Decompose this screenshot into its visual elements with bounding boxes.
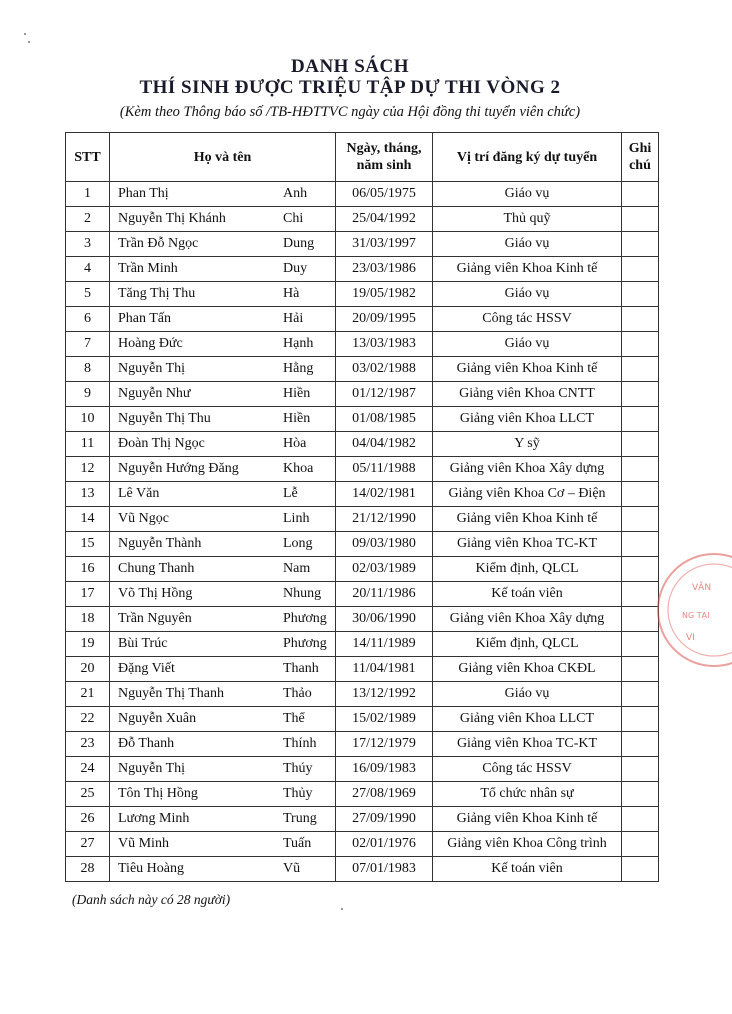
name-wrap	[118, 757, 331, 781]
cell-stt: 27	[66, 832, 110, 857]
cell-position: Giảng viên Khoa CNTT	[433, 382, 622, 407]
cell-note	[622, 232, 659, 257]
cell-name	[110, 407, 336, 432]
cell-note	[622, 807, 659, 832]
header-stt: STT	[66, 133, 110, 182]
cell-dob: 09/03/1980	[336, 532, 433, 557]
cell-dob: 06/05/1975	[336, 182, 433, 207]
name-wrap	[118, 232, 331, 256]
cell-position: Giảng viên Khoa Kinh tế	[433, 507, 622, 532]
name-wrap	[118, 207, 331, 231]
cell-dob: 25/04/1992	[336, 207, 433, 232]
cell-name	[110, 807, 336, 832]
table-row	[66, 832, 659, 857]
last-name: Đoàn Thị Ngọc	[118, 436, 205, 451]
first-name: Long	[283, 536, 313, 551]
cell-name	[110, 607, 336, 632]
cell-stt: 15	[66, 532, 110, 557]
cell-stt: 22	[66, 707, 110, 732]
cell-name	[110, 357, 336, 382]
svg-text:NG TẠI: NG TẠI	[682, 611, 710, 620]
cell-dob: 01/12/1987	[336, 382, 433, 407]
cell-note	[622, 307, 659, 332]
cell-position: Công tác HSSV	[433, 307, 622, 332]
table-row	[66, 707, 659, 732]
cell-position: Giảng viên Khoa Công trình	[433, 832, 622, 857]
table-row	[66, 557, 659, 582]
cell-position: Giảng viên Khoa Xây dựng	[433, 457, 622, 482]
table-row	[66, 232, 659, 257]
first-name: Phương	[283, 611, 327, 626]
name-wrap	[118, 732, 331, 756]
last-name: Lương Minh	[118, 811, 190, 826]
last-name: Nguyễn Thị	[118, 761, 186, 776]
name-wrap	[118, 257, 331, 281]
cell-dob: 02/03/1989	[336, 557, 433, 582]
cell-name	[110, 282, 336, 307]
first-name: Hằng	[283, 361, 314, 376]
cell-position: Giảng viên Khoa Kinh tế	[433, 807, 622, 832]
cell-dob: 27/09/1990	[336, 807, 433, 832]
cell-name	[110, 382, 336, 407]
name-wrap	[118, 682, 331, 706]
name-wrap	[118, 857, 331, 881]
first-name: Thúy	[283, 761, 313, 776]
cell-note	[622, 682, 659, 707]
cell-note	[622, 857, 659, 882]
cell-name	[110, 632, 336, 657]
last-name: Nguyễn Thị	[118, 361, 186, 376]
name-wrap	[118, 782, 331, 806]
last-name: Phan Tấn	[118, 311, 172, 326]
svg-text:VĂN: VĂN	[692, 583, 712, 593]
cell-dob: 04/04/1982	[336, 432, 433, 457]
cell-note	[622, 182, 659, 207]
last-name: Chung Thanh	[118, 561, 195, 576]
table-row	[66, 432, 659, 457]
name-wrap	[118, 632, 331, 656]
name-wrap	[118, 832, 331, 856]
table-row	[66, 407, 659, 432]
name-wrap	[118, 532, 331, 556]
last-name: Vũ Ngọc	[118, 511, 169, 526]
last-name: Lê Văn	[118, 486, 160, 501]
header-position: Vị trí đăng ký dự tuyển	[433, 133, 622, 182]
cell-position: Công tác HSSV	[433, 757, 622, 782]
table-row	[66, 582, 659, 607]
cell-note	[622, 207, 659, 232]
cell-position: Thủ quỹ	[433, 207, 622, 232]
cell-name	[110, 432, 336, 457]
table-row	[66, 257, 659, 282]
last-name: Nguyễn Hướng Đăng	[118, 461, 239, 476]
document-reference: (Kèm theo Thông báo số /TB-HĐTTVC ngày của Hội đồng thi tuyển viên chức)	[119, 104, 581, 120]
cell-name	[110, 682, 336, 707]
first-name: Khoa	[283, 461, 314, 476]
last-name: Trần Nguyên	[118, 611, 192, 626]
cell-position: Giáo vụ	[433, 332, 622, 357]
cell-name	[110, 557, 336, 582]
cell-dob: 03/02/1988	[336, 357, 433, 382]
name-wrap	[118, 307, 331, 331]
first-name: Hải	[283, 311, 304, 326]
cell-stt: 16	[66, 557, 110, 582]
cell-dob: 02/01/1976	[336, 832, 433, 857]
cell-stt: 24	[66, 757, 110, 782]
header-name: Họ và tên	[110, 133, 336, 182]
cell-position: Giáo vụ	[433, 682, 622, 707]
name-wrap	[118, 432, 331, 456]
table-row	[66, 282, 659, 307]
table-row	[66, 482, 659, 507]
last-name: Đặng Viết	[118, 661, 175, 676]
document-subtitle-heading: THÍ SINH ĐƯỢC TRIỆU TẬP DỰ THI VÒNG 2	[139, 77, 561, 98]
table-row	[66, 382, 659, 407]
cell-note	[622, 382, 659, 407]
first-name: Hiền	[283, 386, 311, 401]
name-wrap	[118, 607, 331, 631]
last-name: Vũ Minh	[118, 836, 169, 851]
first-name: Linh	[283, 511, 310, 526]
cell-dob: 05/11/1988	[336, 457, 433, 482]
cell-note	[622, 407, 659, 432]
cell-note	[622, 257, 659, 282]
scan-speck	[341, 908, 343, 910]
cell-note	[622, 357, 659, 382]
cell-dob: 30/06/1990	[336, 607, 433, 632]
first-name: Tuấn	[283, 836, 312, 851]
cell-note	[622, 457, 659, 482]
table-row	[66, 357, 659, 382]
first-name: Duy	[283, 261, 308, 276]
cell-name	[110, 657, 336, 682]
table-row	[66, 607, 659, 632]
cell-name	[110, 582, 336, 607]
cell-stt: 20	[66, 657, 110, 682]
document-title: DANH SÁCH	[291, 56, 409, 77]
table-row	[66, 307, 659, 332]
table-row	[66, 182, 659, 207]
cell-position: Giảng viên Khoa Cơ – Điện	[433, 482, 622, 507]
cell-dob: 19/05/1982	[336, 282, 433, 307]
last-name: Nguyễn Thị Thanh	[118, 686, 225, 701]
last-name: Tôn Thị Hồng	[118, 786, 198, 801]
first-name: Chi	[283, 211, 304, 226]
last-name: Tiêu Hoàng	[118, 861, 184, 876]
last-name: Trần Đỗ Ngọc	[118, 236, 199, 251]
first-name: Anh	[283, 186, 308, 201]
table-row	[66, 807, 659, 832]
name-wrap	[118, 482, 331, 506]
last-name: Phan Thị	[118, 186, 169, 201]
name-wrap	[118, 407, 331, 431]
header-note-line1: Ghi	[628, 141, 652, 156]
first-name: Hạnh	[283, 336, 314, 351]
first-name: Hiền	[283, 411, 311, 426]
cell-position: Giảng viên Khoa TC-KT	[433, 732, 622, 757]
last-name: Nguyễn Như	[118, 386, 191, 401]
table-row	[66, 507, 659, 532]
cell-stt: 21	[66, 682, 110, 707]
cell-dob: 14/02/1981	[336, 482, 433, 507]
last-name: Võ Thị Hồng	[118, 586, 193, 601]
table-row	[66, 457, 659, 482]
cell-dob: 27/08/1969	[336, 782, 433, 807]
name-wrap	[118, 657, 331, 681]
last-name: Tăng Thị Thu	[118, 286, 196, 301]
cell-stt: 23	[66, 732, 110, 757]
table-row	[66, 782, 659, 807]
table-row	[66, 657, 659, 682]
cell-stt: 8	[66, 357, 110, 382]
cell-dob: 20/09/1995	[336, 307, 433, 332]
table-body	[66, 182, 659, 882]
scan-speck	[24, 33, 26, 35]
cell-dob: 13/03/1983	[336, 332, 433, 357]
cell-stt: 25	[66, 782, 110, 807]
cell-stt: 14	[66, 507, 110, 532]
cell-dob: 23/03/1986	[336, 257, 433, 282]
first-name: Trung	[283, 811, 317, 826]
name-wrap	[118, 457, 331, 481]
table-row	[66, 757, 659, 782]
first-name: Hòa	[283, 436, 307, 451]
footnote: (Danh sách này có 28 người)	[72, 892, 231, 907]
cell-stt: 26	[66, 807, 110, 832]
first-name: Nam	[283, 561, 311, 576]
cell-stt: 17	[66, 582, 110, 607]
red-seal-icon	[652, 540, 732, 680]
cell-name	[110, 307, 336, 332]
cell-dob: 07/01/1983	[336, 857, 433, 882]
header-dob	[336, 133, 433, 182]
name-wrap	[118, 382, 331, 406]
table-header-row	[66, 133, 659, 182]
cell-dob: 11/04/1981	[336, 657, 433, 682]
cell-name	[110, 457, 336, 482]
cell-stt: 5	[66, 282, 110, 307]
first-name: Thanh	[283, 661, 319, 676]
table-row	[66, 682, 659, 707]
first-name: Hà	[283, 286, 300, 301]
cell-dob: 21/12/1990	[336, 507, 433, 532]
first-name: Thủy	[283, 786, 313, 801]
first-name: Dung	[283, 236, 315, 251]
cell-stt: 19	[66, 632, 110, 657]
cell-dob: 14/11/1989	[336, 632, 433, 657]
cell-name	[110, 857, 336, 882]
cell-position: Giáo vụ	[433, 282, 622, 307]
cell-position: Y sỹ	[433, 432, 622, 457]
cell-dob: 13/12/1992	[336, 682, 433, 707]
cell-position: Kế toán viên	[433, 857, 622, 882]
first-name: Nhung	[283, 586, 322, 601]
cell-position: Kế toán viên	[433, 582, 622, 607]
cell-note	[622, 432, 659, 457]
name-wrap	[118, 707, 331, 731]
scan-speck	[28, 41, 30, 43]
table-row	[66, 207, 659, 232]
cell-name	[110, 232, 336, 257]
cell-stt: 1	[66, 182, 110, 207]
last-name: Nguyễn Thị Thu	[118, 411, 211, 426]
cell-note	[622, 482, 659, 507]
cell-position: Giảng viên Khoa LLCT	[433, 407, 622, 432]
cell-note	[622, 707, 659, 732]
name-wrap	[118, 332, 331, 356]
header-note-line2: chú	[629, 158, 651, 173]
cell-position: Giảng viên Khoa Kinh tế	[433, 257, 622, 282]
cell-note	[622, 782, 659, 807]
cell-position: Kiểm định, QLCL	[433, 632, 622, 657]
cell-position: Giảng viên Khoa LLCT	[433, 707, 622, 732]
cell-name	[110, 532, 336, 557]
cell-position: Giáo vụ	[433, 182, 622, 207]
cell-name	[110, 732, 336, 757]
cell-dob: 31/03/1997	[336, 232, 433, 257]
cell-position: Kiểm định, QLCL	[433, 557, 622, 582]
cell-dob: 16/09/1983	[336, 757, 433, 782]
name-wrap	[118, 582, 331, 606]
header-note	[622, 133, 659, 182]
cell-stt: 2	[66, 207, 110, 232]
cell-name	[110, 207, 336, 232]
cell-stt: 11	[66, 432, 110, 457]
table-row	[66, 857, 659, 882]
header-dob-line1: Ngày, tháng,	[346, 141, 422, 156]
cell-name	[110, 782, 336, 807]
last-name: Nguyễn Thị Khánh	[118, 211, 226, 226]
last-name: Trần Minh	[118, 261, 178, 276]
cell-stt: 3	[66, 232, 110, 257]
table-row	[66, 332, 659, 357]
last-name: Nguyễn Xuân	[118, 711, 197, 726]
cell-stt: 13	[66, 482, 110, 507]
cell-position: Giáo vụ	[433, 232, 622, 257]
cell-note	[622, 282, 659, 307]
cell-position: Giảng viên Khoa CKĐL	[433, 657, 622, 682]
last-name: Nguyễn Thành	[118, 536, 202, 551]
name-wrap	[118, 807, 331, 831]
first-name: Lễ	[283, 486, 298, 501]
last-name: Đỗ Thanh	[118, 736, 175, 751]
cell-note	[622, 757, 659, 782]
last-name: Hoàng Đức	[118, 336, 183, 351]
cell-stt: 6	[66, 307, 110, 332]
cell-name	[110, 707, 336, 732]
cell-stt: 28	[66, 857, 110, 882]
cell-name	[110, 832, 336, 857]
cell-stt: 18	[66, 607, 110, 632]
name-wrap	[118, 282, 331, 306]
cell-dob: 17/12/1979	[336, 732, 433, 757]
first-name: Thể	[283, 711, 305, 726]
cell-dob: 15/02/1989	[336, 707, 433, 732]
cell-note	[622, 332, 659, 357]
name-wrap	[118, 357, 331, 381]
cell-stt: 10	[66, 407, 110, 432]
cell-name	[110, 257, 336, 282]
first-name: Vũ	[283, 861, 301, 876]
first-name: Phương	[283, 636, 327, 651]
cell-dob: 20/11/1986	[336, 582, 433, 607]
cell-dob: 01/08/1985	[336, 407, 433, 432]
name-wrap	[118, 507, 331, 531]
candidate-table	[65, 132, 659, 882]
cell-name	[110, 182, 336, 207]
table-row	[66, 732, 659, 757]
name-wrap	[118, 182, 331, 206]
cell-name	[110, 757, 336, 782]
first-name: Thảo	[283, 686, 312, 701]
cell-position: Giảng viên Khoa Xây dựng	[433, 607, 622, 632]
cell-stt: 7	[66, 332, 110, 357]
header-dob-line2: năm sinh	[356, 158, 412, 173]
cell-name	[110, 507, 336, 532]
cell-position: Tổ chức nhân sự	[433, 782, 622, 807]
svg-text:VI: VI	[686, 633, 695, 643]
table-row	[66, 632, 659, 657]
cell-name	[110, 482, 336, 507]
cell-note	[622, 507, 659, 532]
table-row	[66, 532, 659, 557]
cell-note	[622, 832, 659, 857]
first-name: Thính	[283, 736, 317, 751]
cell-stt: 9	[66, 382, 110, 407]
last-name: Bùi Trúc	[118, 636, 168, 651]
name-wrap	[118, 557, 331, 581]
cell-position: Giảng viên Khoa Kinh tế	[433, 357, 622, 382]
cell-name	[110, 332, 336, 357]
cell-stt: 4	[66, 257, 110, 282]
cell-stt: 12	[66, 457, 110, 482]
cell-position: Giảng viên Khoa TC-KT	[433, 532, 622, 557]
cell-note	[622, 732, 659, 757]
